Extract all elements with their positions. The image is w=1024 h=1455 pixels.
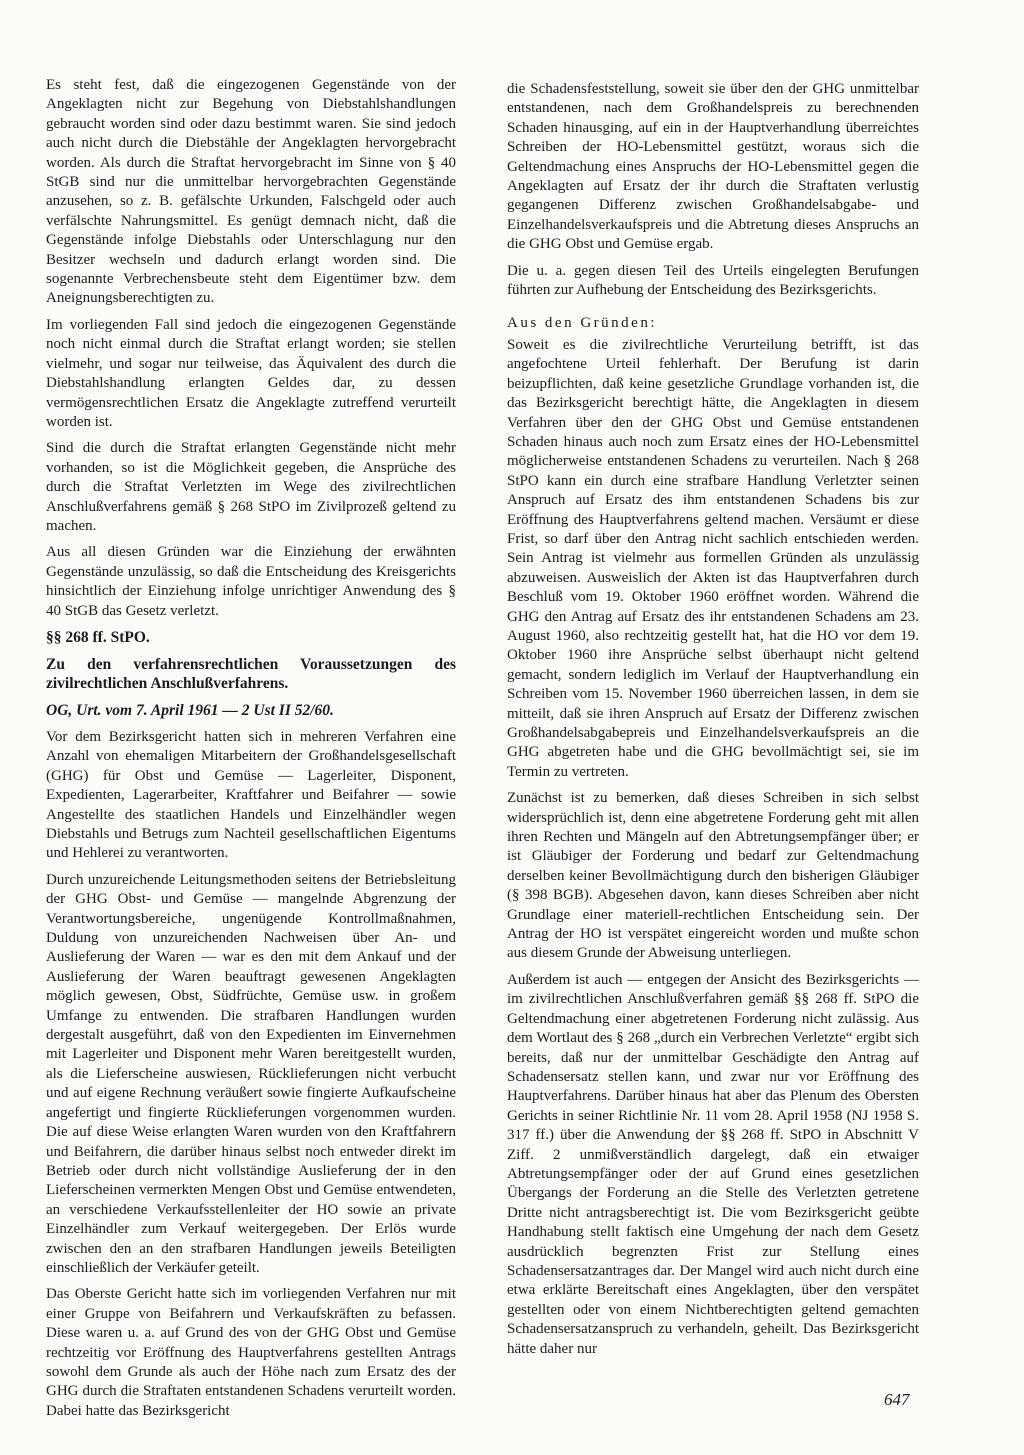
- reasons-heading: Aus den Gründen:: [507, 315, 657, 332]
- paragraph: Durch unzureichende Leitungsmethoden seitens der Betriebsleitung der GHG Obst- und Gemüse — mangelnde Abgrenzung der Verantwortungsbereiche, ungenügende Kontrollmaßnahmen, Duldung von unzureichenden Nachweisen über An- und Auslieferung der Waren — war es den mit dem Ankauf und der Auslieferung der Waren beauftragt gewesenen Angeklagten möglich gewesen, Obst, Südfrüchte, Gemüse usw. in großem Umfange zu entwenden. Die strafbaren Handlungen wurden dergestalt ausgeführt, daß von den Expedienten im Einvernehmen mit Lagerleiter und Disponent mehr Waren bereitgestellt wurden, als die Lieferscheine auswiesen, Rücklieferungen nicht verbucht und auf eigene Rechnung veräußert sowie fingierte Aufkaufscheine angefertigt und fingierte Rücklieferungen vorgenommen wurden. Die auf diese Weise erlangten Waren wurden von den Kraftfahrern und Beifahrern, die darüber hinaus selbst noch entweder direkt im Betrieb oder durch nicht vollständige Auslieferung der in den Lieferscheinen vermerkten Mengen Obst und Gemüse entwendeten, an verschiedene Verkaufsstellenleiter der HO sowie an private Einzelhändler zum Verkauf weitergegeben. Der Erlös wurde zwischen den an den strafbaren Handlungen jeweils Beteiligten einschließlich der Verkäufer geteilt.: [46, 871, 456, 1276]
- paragraph: Es steht fest, daß die eingezogenen Gegenstände von der Angeklagten nicht zur Begehung von Diebstahlshandlungen gebraucht worden sind oder dazu bestimmt waren. Sie sind jedoch auch nicht durch die Diebstähle der Angeklagten hervorgebracht worden. Als durch die Straftat hervorgebracht im Sinne von § 40 StGB sind nur die unmittelbar hervorgebrachten Gegenstände anzusehen, so z. B. gefälschte Urkunden, Falschgeld oder auch verfälschte Nahrungsmittel. Es genügt demnach nicht, daß die Gegenstände infolge Diebstahls oder Unterschlagung nur den Besitzer wechseln und dadurch erlangt worden sind. Die sogenannte Verbrechensbeute steht dem Eigentümer bzw. dem Aneignungsberechtigten zu.: [46, 77, 456, 307]
- paragraph: Vor dem Bezirksgericht hatten sich in mehreren Verfahren eine Anzahl von ehemaligen Mitarbeitern der Großhandelsgesellschaft (GHG) für Obst und Gemüse — Lagerleiter, Disponent, Expedienten, Lagerarbeiter, Kraftfahrer und Beifahrer — sowie Angestellte des staatlichen Handels und Einzelhändler wegen Diebstahls und Betrugs zum Nachteil gesellschaftlichen Eigentums und Hehlerei zu verantworten.: [46, 728, 456, 862]
- paragraph: Die u. a. gegen diesen Teil des Urteils eingelegten Berufungen führten zur Aufhebung der Entscheidung des Bezirksgerichts.: [507, 262, 919, 299]
- page-number: 647: [884, 1390, 910, 1409]
- paragraph: Zunächst ist zu bemerken, daß dieses Schreiben in sich selbst widersprüchlich ist, denn eine abgetretene Forderung geht mit allen ihren Rechten und Mängeln auf den Abtretungsempfänger über; er ist Gläubiger der Forderung und bedarf zur Geltendmachung derselben keiner Bevollmächtigung durch den bisherigen Gläubiger (§ 398 BGB). Abgesehen davon, kann dieses Schreiben aber nicht Grundlage einer materiell-rechtlichen Entscheidung sein. Der Antrag der HO ist verspätet eingereicht worden und mußte schon aus diesem Grunde der Abweisung unterliegen.: [507, 790, 919, 962]
- topic-heading: Zu den verfahrensrechtlichen Voraussetzungen des zivilrechtlichen Anschlußverfahrens.: [46, 655, 456, 692]
- statute-heading: §§ 268 ff. StPO.: [46, 628, 150, 646]
- paragraph: Im vorliegenden Fall sind jedoch die eingezogenen Gegenstände noch nicht einmal durch die Straftat erlangt worden; sie stellen vielmehr, und sogar nur teilweise, das Äquivalent des durch die Diebstahlshandlung erlangten Geldes dar, zu dessen vermögensrechtlichen Ersatz die Angeklagte zutreffend verurteilt worden ist.: [46, 316, 456, 430]
- paragraph: Außerdem ist auch — entgegen der Ansicht des Bezirksgerichts — im zivilrechtlichen Anschlußverfahren gemäß §§ 268 ff. StPO die Geltendmachung einer abgetretenen Forderung nicht zulässig. Aus dem Wortlaut des § 268 „durch ein Verbrechen Verletzte“ ergibt sich bereits, daß nur der unmittelbar Geschädigte den Antrag auf Schadensersatz stellen kann, und zwar nur vor Eröffnung des Hauptverfahrens. Darüber hinaus hat aber das Plenum des Obersten Gerichts in seiner Richtlinie Nr. 11 vom 28. April 1958 (NJ 1958 S. 317 ff.) über die Anwendung der §§ 268 ff. StPO in Abschnitt V Ziff. 2 unmißverständlich dargelegt, daß ein etwaiger Abtretungsempfänger oder der auf Grund eines gesetzlichen Übergangs der Forderung an die Stelle des Verletzten getretene Dritte nicht antragsberechtigt ist. Die vom Bezirksgericht geübte Handhabung stellt faktisch eine Umgehung der nach dem Gesetz ausdrücklich begrenzten Frist zur Stellung eines Schadensersatzantrages dar. Der Mangel wird auch nicht durch eine etwa erklärte Bereitschaft eines Angeklagten, über den verspätet gestellten oder von einem Nichtberechtigten geltend gemachten Schadensersatzanspruch zu verhandeln, geheilt. Das Bezirksgericht hätte daher nur: [507, 971, 919, 1357]
- paragraph: Das Oberste Gericht hatte sich im vorliegenden Verfahren nur mit einer Gruppe von Beifahrern und Verkaufskräften zu befassen. Diese waren u. a. auf Grund des von der GHG Obst und Gemüse rechtzeitig vor Eröffnung des Hauptverfahrens gestellten Antrags sowohl dem Grunde als auch der Höhe nach zum Ersatz des der GHG durch die Straftaten entstandenen Schadens verurteilt worden. Dabei hatte das Bezirksgericht: [46, 1286, 456, 1419]
- paragraph: die Schadensfeststellung, soweit sie über den der GHG unmittelbar entstandenen, nach dem Großhandelspreis zu berechnenden Schaden hinausging, auf ein in der Hauptverhandlung überreichtes Schreiben der HO-Lebensmittel gestützt, woraus sich die Geltendmachung eines Anspruchs der HO-Lebensmittel gegen die Angeklagten auf Ersatz der ihr durch die Straftaten verlustig gegangenen Differenz zwischen Großhandelsabgabe- und Einzelhandelsverkaufspreis und die Abtretung dieses Anspruchs an die GHG Obst und Gemüse ergab.: [507, 81, 919, 253]
- case-citation: OG, Urt. vom 7. April 1961 — 2 Ust II 52/60.: [46, 701, 334, 719]
- paragraph: Soweit es die zivilrechtliche Verurteilung betrifft, ist das angefochtene Urteil fehlerhaft. Der Berufung ist darin beizupflichten, daß keine gesetzliche Grundlage vorhanden ist, die das Bezirksgericht berechtigt hätte, die Angeklagten in diesem Verfahren über den der GHG Obst und Gemüse entstandenen Schaden hinaus auch noch zum Ersatz eines der HO-Lebensmittel möglicherweise entstandenen Schadens zu verurteilen. Nach § 268 StPO kann ein durch eine strafbare Handlung Verletzter seinen Anspruch auf Ersatz des ihm entstandenen Schadens bis zur Eröffnung des Hauptverfahrens geltend machen. Versäumt er diese Frist, so darf über den Antrag nicht sachlich entschieden werden. Sein Antrag ist vielmehr aus formellen Gründen als unzulässig abzuweisen. Ausweislich der Akten ist das Hauptverfahren durch Beschluß vom 19. Oktober 1960 eröffnet worden. Während die GHG den Antrag auf Ersatz des ihr entstandenen Schadens am 23. August 1960, also rechtzeitig gestellt hat, hat die HO vor dem 19. Oktober 1960 ihre Ansprüche selbst überhaupt nicht geltend gemacht, sondern lediglich im Verlauf der Hauptverhandlung ein Schreiben vom 15. November 1960 überreichen lassen, in dem sie mitteilt, daß sie ihren Anspruch auf Ersatz der Differenz zwischen Großhandelsabgabepreis und Einzelhandelsverkaufspreis an die GHG abgetreten habe und die GHG bevollmächtigt sei, sie im Termin zu vertreten.: [507, 336, 919, 780]
- left-column: [46, 76, 456, 1428]
- paragraph: Aus all diesen Gründen war die Einziehung der erwähnten Gegenstände unzulässig, so daß die Entscheidung des Kreisgerichts hinsichtlich der Einziehung infolge unrichtiger Anwendung des § 40 StGB das Gesetz verletzt.: [46, 544, 456, 619]
- right-column: [507, 80, 919, 1366]
- paragraph: Sind die durch die Straftat erlangten Gegenstände nicht mehr vorhanden, so ist die Möglichkeit gegeben, die Ansprüche des durch die Straftat Verletzten im Wege des zivilrechtlichen Anschlußverfahrens gemäß § 268 StPO im Zivilprozeß geltend zu machen.: [46, 440, 456, 534]
